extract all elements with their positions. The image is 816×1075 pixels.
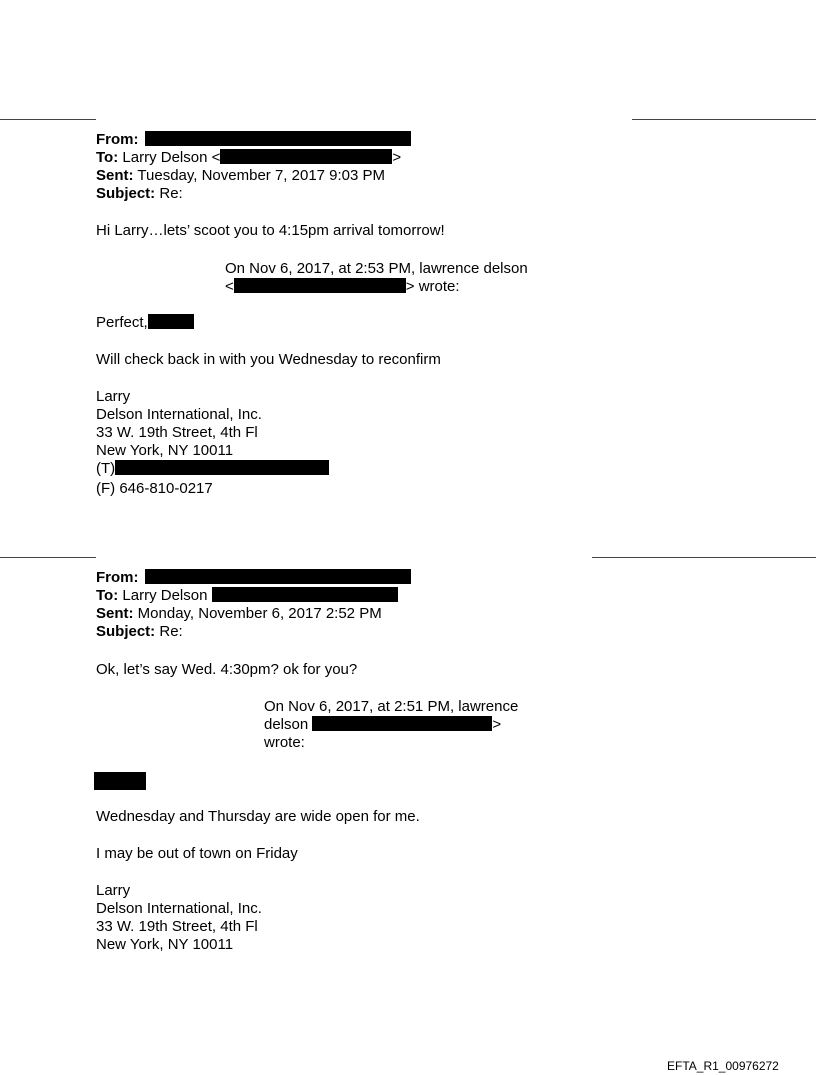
email1-body-text: Hi Larry…lets’ scoot you to 4:15pm arrival tomorrow!	[96, 222, 445, 239]
from-label: From:	[96, 131, 139, 148]
email2-to-line	[96, 587, 398, 605]
email2-sig-name: Larry	[96, 882, 131, 899]
to-label: To:	[96, 587, 119, 604]
email1-subject-line	[96, 185, 183, 203]
separator-rule-top-left	[0, 119, 96, 120]
email2-sig-address2: New York, NY 10011	[96, 936, 234, 953]
email1-from-line	[96, 131, 411, 149]
email1-sig-address2: New York, NY 10011	[96, 442, 234, 459]
email2-from-line	[96, 569, 411, 587]
email1-reply-message: Will check back in with you Wednesday to reconfirm	[96, 351, 441, 368]
email2-sig-address1: 33 W. 19th Street, 4th Fl	[96, 918, 258, 935]
email2-sig-company: Delson International, Inc.	[96, 900, 262, 917]
email1-sig-address1: 33 W. 19th Street, 4th Fl	[96, 424, 258, 441]
subject-label: Subject:	[96, 185, 156, 202]
email2-reply-message2: I may be out of town on Friday	[96, 845, 298, 862]
separator-rule-mid-left	[0, 557, 96, 558]
sent-label: Sent:	[96, 605, 134, 622]
document-id: EFTA_R1_00976272	[667, 1059, 779, 1073]
subject-value: Re:	[159, 623, 183, 640]
separator-rule-top-right	[632, 119, 816, 120]
redaction-block	[145, 131, 411, 146]
email2-quote-line1: On Nov 6, 2017, at 2:51 PM, lawrence	[264, 698, 519, 715]
subject-value: Re:	[159, 185, 183, 202]
email1-to-line	[96, 149, 401, 167]
redaction-block	[115, 460, 329, 475]
to-name: Larry Delson	[122, 587, 208, 604]
email2-subject-line	[96, 623, 183, 641]
email1-greeting	[96, 314, 194, 332]
redaction-block	[148, 314, 194, 329]
email2-quote-line3: wrote:	[264, 734, 305, 751]
email2-reply-message1: Wednesday and Thursday are wide open for me.	[96, 808, 420, 825]
redaction-block	[234, 278, 406, 293]
email1-quote-line1: On Nov 6, 2017, at 2:53 PM, lawrence delson	[225, 260, 528, 277]
redaction-block	[312, 716, 492, 731]
subject-label: Subject:	[96, 623, 156, 640]
email1-sent-line	[96, 167, 385, 185]
email2-sent-line	[96, 605, 382, 623]
phone-label: (T)	[96, 460, 116, 477]
email1-quote-line2	[225, 278, 460, 296]
redaction-block	[212, 587, 398, 602]
email2-body-text: Ok, let’s say Wed. 4:30pm? ok for you?	[96, 661, 358, 678]
email1-sig-company: Delson International, Inc.	[96, 406, 262, 423]
sent-value: Monday, November 6, 2017 2:52 PM	[137, 605, 382, 622]
greeting-text: Perfect,	[96, 314, 148, 331]
email1-sig-phone	[96, 460, 329, 478]
quote-close-bracket: >	[492, 716, 502, 733]
sent-value: Tuesday, November 7, 2017 9:03 PM	[137, 167, 386, 184]
quote-open-bracket: <	[225, 278, 234, 295]
separator-rule-mid-right	[592, 557, 816, 558]
email2-greeting-redaction	[94, 772, 146, 793]
redaction-block	[94, 772, 146, 790]
to-name: Larry Delson	[122, 149, 208, 166]
sent-label: Sent:	[96, 167, 134, 184]
from-label: From:	[96, 569, 139, 586]
email1-sig-fax: (F) 646-810-0217	[96, 480, 213, 497]
to-open-bracket: <	[211, 149, 221, 166]
email1-sig-name: Larry	[96, 388, 131, 405]
redaction-block	[220, 149, 392, 164]
redaction-block	[145, 569, 411, 584]
quote-close: > wrote:	[405, 278, 460, 295]
email2-quote-line2	[264, 716, 501, 734]
to-close-bracket: >	[392, 149, 402, 166]
quote-name: delson	[264, 716, 309, 733]
to-label: To:	[96, 149, 119, 166]
